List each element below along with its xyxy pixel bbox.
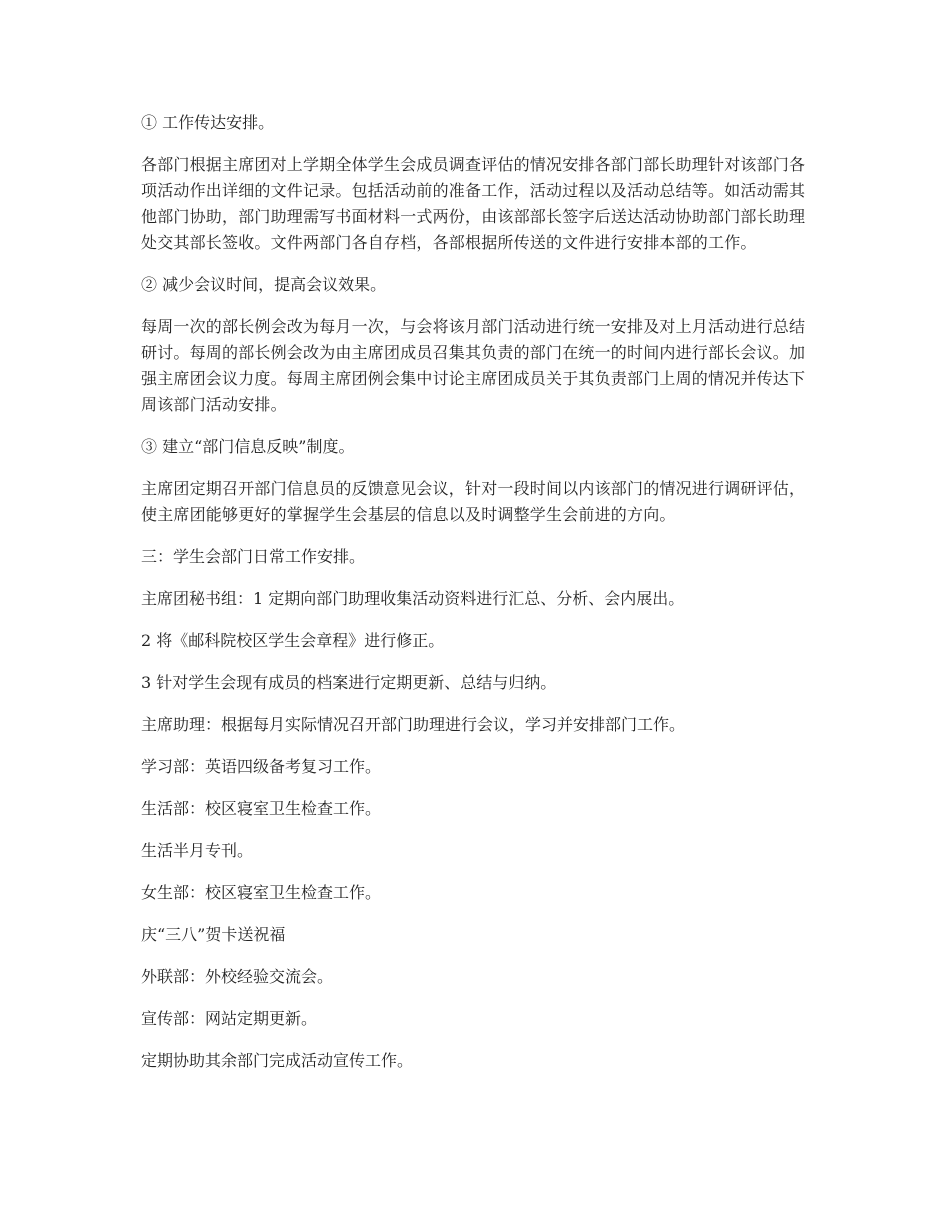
list-item: 主席助理：根据每月实际情况召开部门助理进行会议，学习并安排部门工作。 <box>141 715 686 734</box>
list-item: 生活半月专刊。 <box>141 841 254 860</box>
section-heading-daily-work: 三：学生会部门日常工作安排。 <box>141 547 366 566</box>
list-item: 3 针对学生会现有成员的档案进行定期更新、总结与归纳。 <box>141 673 557 692</box>
list-item: 定期协助其余部门完成活动宣传工作。 <box>141 1051 414 1070</box>
section-heading-info-feedback: ③ 建立“部门信息反映”制度。 <box>141 437 355 456</box>
list-item: 学习部：英语四级备考复习工作。 <box>141 757 382 776</box>
list-item: 女生部：校区寝室卫生检查工作。 <box>141 883 382 902</box>
section-heading-reduce-meetings: ② 减少会议时间，提高会议效果。 <box>141 275 387 294</box>
paragraph-info-feedback: 主席团定期召开部门信息员的反馈意见会议，针对一段时间以内该部门的情况进行调研评估，使主席团能够更好的掌握学生会基层的信息以及时调整学生会前进的方向。 <box>141 479 806 524</box>
list-item: 生活部：校区寝室卫生检查工作。 <box>141 799 382 818</box>
list-item: 主席团秘书组：1 定期向部门助理收集活动资料进行汇总、分析、会内展出。 <box>141 589 685 608</box>
section-heading-work-arrangement: ① 工作传达安排。 <box>141 113 275 132</box>
paragraph-reduce-meetings: 每周一次的部长例会改为每月一次，与会将该月部门活动进行统一安排及对上月活动进行总结研讨。每周的部长例会改为由主席团成员召集其负责的部门在统一的时间内进行部长会议。加强主席团会议力度。每周主席团例会集中讨论主席团成员关于其负责部门上周的情况并传达下周该部门活动安排。 <box>141 317 806 414</box>
list-item: 2 将《邮科院校区学生会章程》进行修正。 <box>141 631 445 650</box>
list-item: 宣传部：网站定期更新。 <box>141 1009 318 1028</box>
document-page <box>141 110 809 1090</box>
list-item: 庆“三八”贺卡送祝福 <box>141 925 286 944</box>
list-item: 外联部：外校经验交流会。 <box>141 967 334 986</box>
paragraph-work-arrangement: 各部门根据主席团对上学期全体学生会成员调查评估的情况安排各部门部长助理针对该部门各项活动作出详细的文件记录。包括活动前的准备工作，活动过程以及活动总结等。如活动需其他部门协助，部门助理需写书面材料一式两份，由该部部长签字后送达活动协助部门部长助理处交其部长签收。文件两部门各自存档，各部根据所传送的文件进行安排本部的工作。 <box>141 155 806 252</box>
